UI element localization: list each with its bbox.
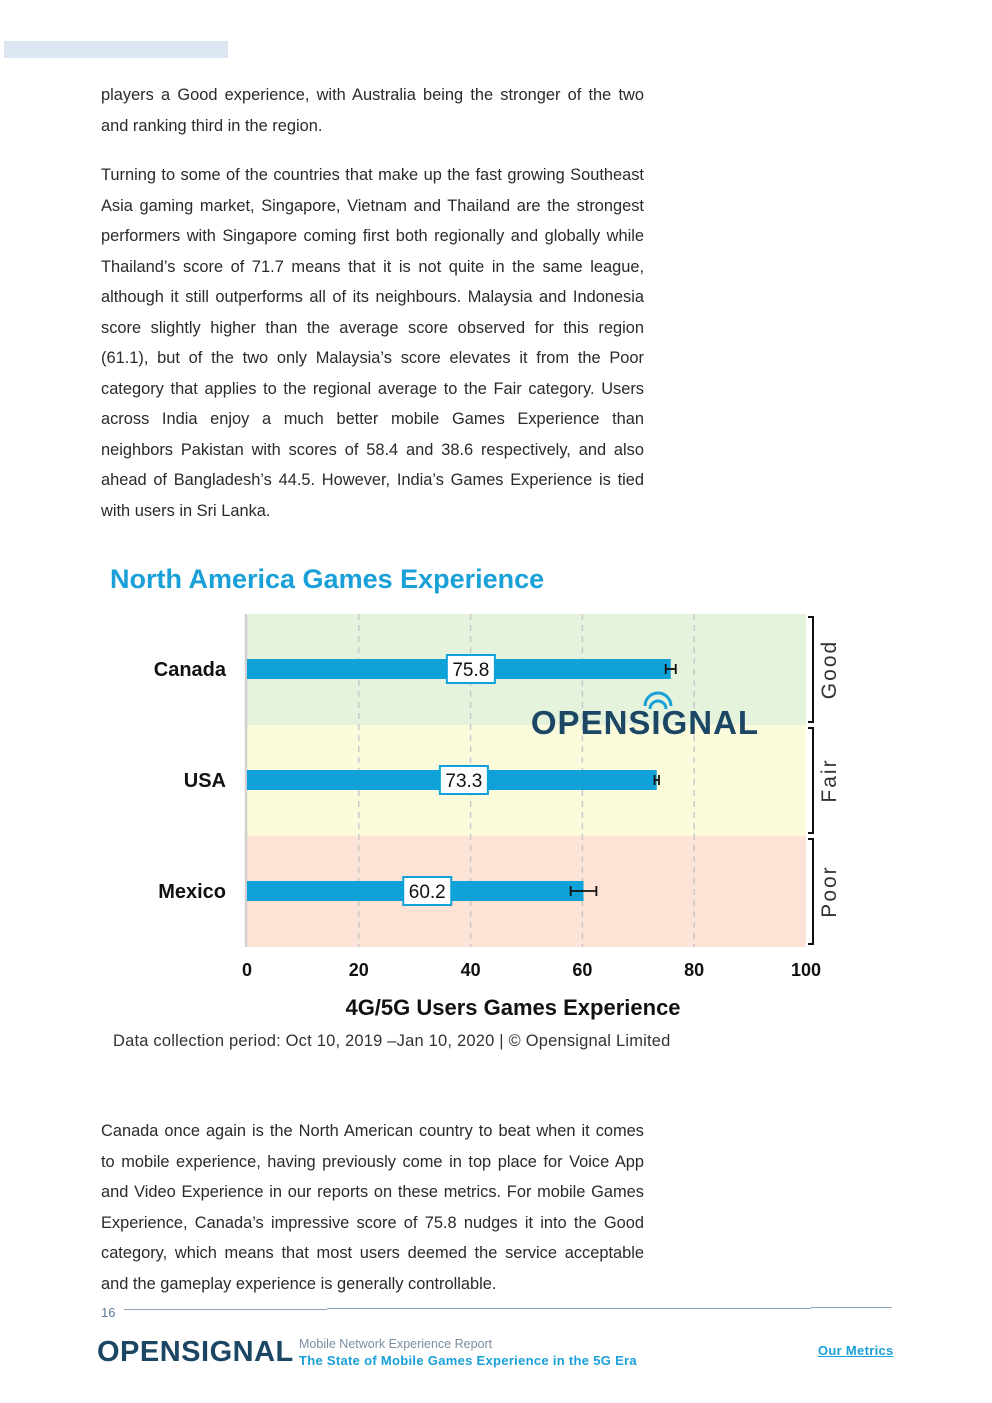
category-label: Canada (153, 659, 226, 681)
band-bracket (808, 728, 813, 833)
page-number: 16 (101, 1305, 116, 1320)
band-label-poor: Poor (818, 865, 841, 918)
category-label: Mexico (158, 881, 226, 903)
report-name: Mobile Network Experience Report (299, 1337, 493, 1351)
body-paragraph-southeast-asia: Turning to some of the countries that make up the fast growing Southeast Asia gaming market, Singapore, Vietnam and Thailand are the strongest performers with Singapore coming first both regionally and globally while Thailand’s score of 71.7 means that it is not quite in the same league, although it still outperforms all of its neighbours. Malaysia and Indonesia score slightly higher than the average score observed for this region (61.1), but of the two only Malaysia’s score elevates it from the Poor category that applies to the regional average to the Fair category. Users across India enjoy a much better mobile Games Experience than neighbors Pakistan with scores of 58.4 and 38.6 respectively, and also ahead of Bangladesh’s 44.5. However, India’s Games Experience is tied with users in Sri Lanka. (101, 166, 644, 520)
footer-rule (327, 1308, 811, 1309)
data-collection-note: Data collection period: Oct 10, 2019 –Jan 10, 2020 | © Opensignal Limited (113, 1032, 671, 1050)
band-bracket (808, 617, 813, 722)
x-tick-label: 60 (572, 960, 593, 980)
watermark-text: OPENSIGNAL (530, 704, 760, 741)
x-tick-label: 100 (790, 960, 822, 980)
x-axis-label: 4G/5G Users Games Experience (345, 995, 681, 1020)
x-tick-label: 40 (460, 960, 481, 980)
our-metrics-link[interactable]: Our Metrics (818, 1343, 894, 1358)
footer-rule (124, 1309, 327, 1310)
body-paragraph-intro: players a Good experience, with Australia being the stronger of the two and ranking third in the region. (101, 86, 644, 135)
body-paragraph-canada: Canada once again is the North American country to beat when it comes to mobile experience, having previously come in top place for Voice App and Video Experience in our reports on these metrics. For mobile Games Experience, Canada’s impressive score of 75.8 nudges it into the Good category, which means that most users deemed the service acceptable and the gameplay experience is generally controllable. (101, 1122, 644, 1293)
footer-rule (811, 1307, 892, 1308)
x-tick-label: 20 (348, 960, 369, 980)
value-label: 60.2 (408, 882, 446, 903)
report-subtitle: The State of Mobile Games Experience in the 5G Era (299, 1353, 637, 1368)
opensignal-logo (97, 1336, 294, 1369)
band-bracket (808, 839, 813, 944)
x-tick-label: 0 (241, 960, 253, 980)
value-label: 75.8 (452, 660, 490, 681)
band-label-fair: Fair (818, 758, 841, 803)
chart-title: North America Games Experience (110, 564, 545, 594)
category-label: USA (183, 770, 226, 792)
value-label: 73.3 (445, 771, 483, 792)
band-label-good: Good (818, 639, 841, 700)
games-experience-chart (0, 600, 992, 1030)
x-tick-label: 80 (684, 960, 705, 980)
header-accent-bar (4, 41, 228, 58)
logo-text: OPENSIGNAL (97, 1336, 294, 1368)
